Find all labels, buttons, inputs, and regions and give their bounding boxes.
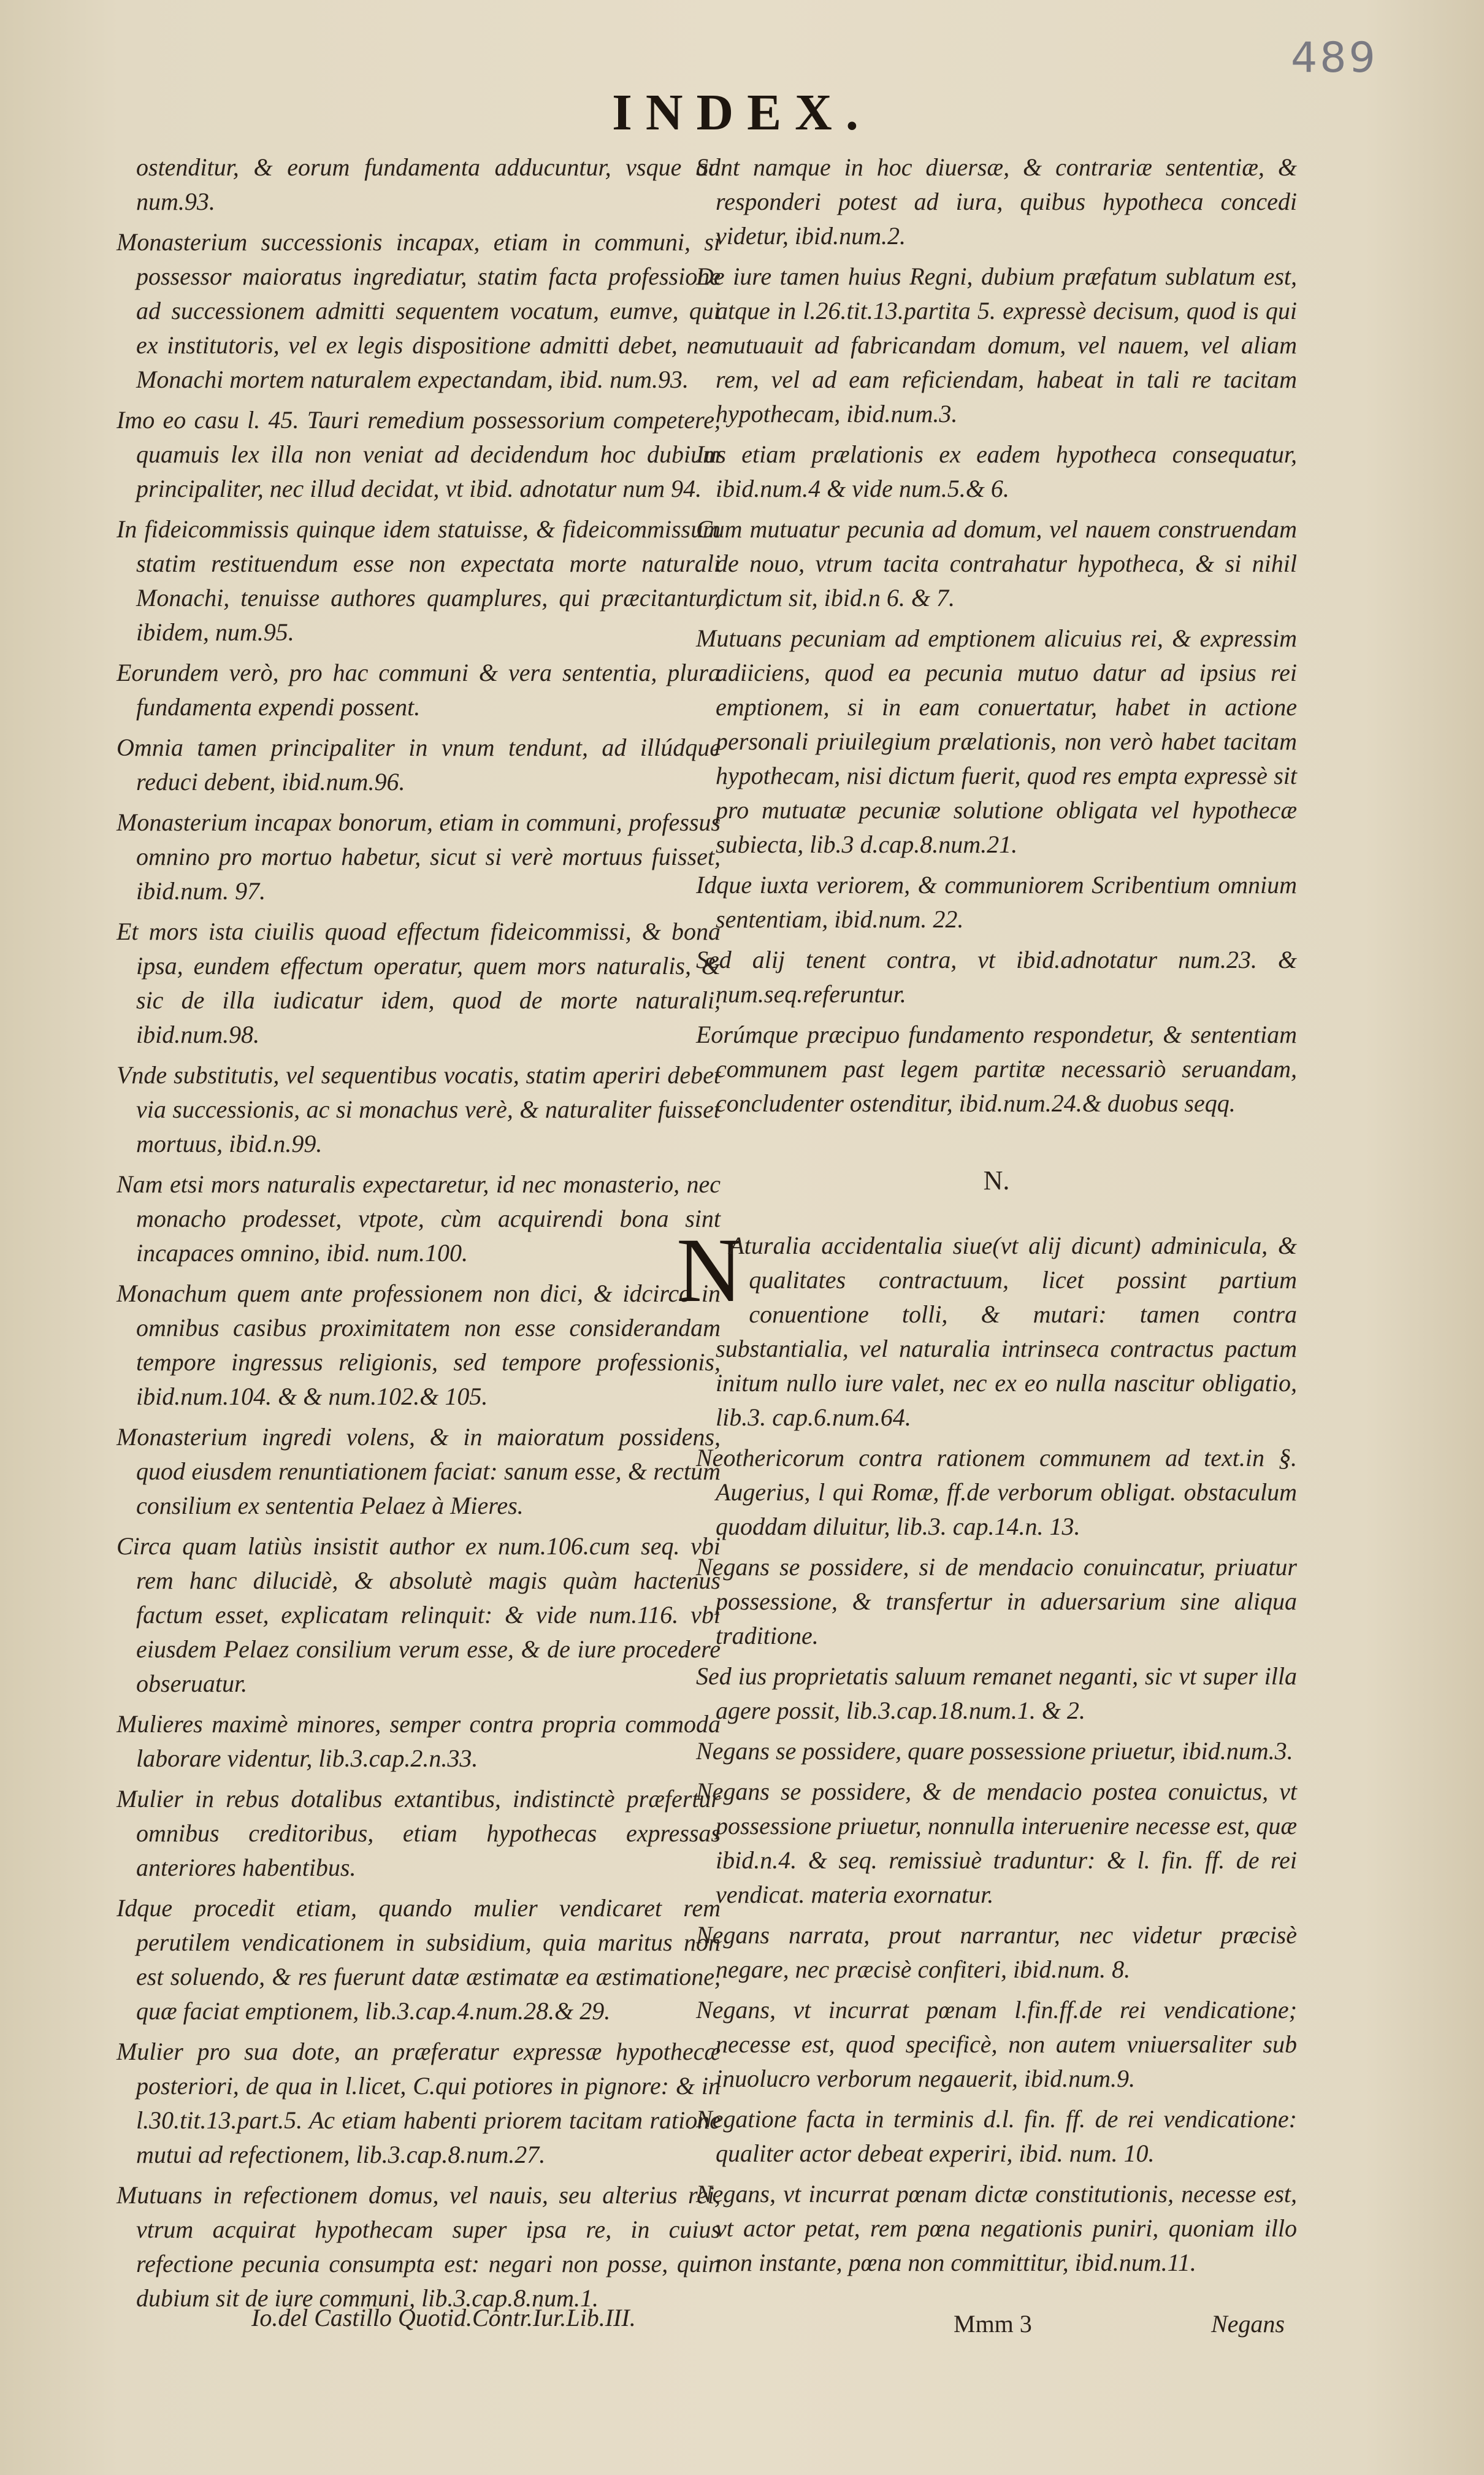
index-entry: Mulier in rebus dotalibus extantibus, indistinctè præfertur omnibus creditoribus, etiam hypothecas expressas anteriores habentibus.: [117, 1785, 721, 1881]
index-entry: Neothericorum contra rationem communem ad text.in §. Augerius, l qui Romæ, ff.de verborum obligat. obstaculum quoddam diluitur, lib.3. cap.14.n. 13.: [696, 1444, 1297, 1540]
index-entry: Sunt namque in hoc diuersæ, & contrariæ sententiæ, & responderi potest ad iura, quibus hypotheca concedi videtur, ibid.num.2.: [696, 153, 1297, 250]
index-entry: Mulieres maximè minores, semper contra propria commoda laborare videntur, lib.3.cap.2.n.33.: [117, 1710, 721, 1772]
index-entry: Omnia tamen principaliter in vnum tendunt, ad illúdque reduci debent, ibid.num.96.: [117, 734, 721, 796]
index-entry: Vnde substitutis, vel sequentibus vocatis, statim aperiri debet via successionis, ac si monachus verè, & naturaliter fuisset mortuus, ibid.n.99.: [117, 1061, 721, 1157]
index-entry: Negans, vt incurrat pœnam l.fin.ff.de rei vendicatione; necesse est, quod specificè, non autem vniuersaliter sub inuolucro verborum negauerit, ibid.num.9.: [696, 1996, 1297, 2092]
drop-capital: N: [676, 1219, 743, 1321]
catchword: Negans: [1211, 2310, 1285, 2338]
index-entry: Mulier pro sua dote, an præferatur expressæ hypothecæ posteriori, de qua in l.licet, C.qui potiores in pignore: & in l.30.tit.13.part.5. Ac etiam habenti priorem tacitam ratione mutui ad refectionem, lib.3.cap.8.num.27.: [117, 2038, 721, 2168]
index-entry: Negans se possidere, & de mendacio postea conuictus, vt possessione priuetur, nonnulla interuenire necesse est, quæ ibid.n.4. & seq. remissiuè traduntur: & l. fin. ff. de rei vendicat. materia exornatur.: [696, 1778, 1297, 1908]
signature-mark: Mmm 3: [954, 2310, 1032, 2338]
index-entry: Monasterium ingredi volens, & in maioratum possidens, quod eiusdem renuntiationem faciat: sanum esse, & rectum consilium ex sententia Pelaez à Mieres.: [117, 1423, 721, 1519]
section-letter: N.: [983, 1165, 1010, 1195]
right-column: [676, 150, 1297, 2286]
index-entry: Monasterium incapax bonorum, etiam in communi, professus omnino pro mortuo habetur, sicut si verè mortuus fuisset, ibid.num. 97.: [117, 808, 721, 905]
index-entry: Negans narrata, prout narrantur, nec videtur præcisè negare, nec præcisè confiteri, ibid.num. 8.: [696, 1921, 1297, 1983]
index-entry: Mutuans in refectionem domus, vel nauis, seu alterius rei, vtrum acquirat hypothecam super ipsa re, in cuius refectione pecunia consumpta est: negari non posse, quin dubium sit de iure communi, lib.3.cap.8.num.1.: [117, 2181, 721, 2312]
index-entry: De iure tamen huius Regni, dubium præfatum sublatum est, atque in l.26.tit.13.partita 5. expressè decisum, quod is qui mutuauit ad fabricandam domum, vel nauem, vel aliam rem, vel ad eam reficiendam, habeat in tali re tacitam hypothecam, ibid.num.3.: [696, 263, 1297, 428]
left-column: [117, 150, 721, 2322]
index-entry: Monachum quem ante professionem non dici, & idcirco in omnibus casibus proximitatem non esse considerandam tempore ingressus religionis, sed tempore professionis, ibid.num.104. & & num.102.& 105.: [117, 1280, 721, 1410]
index-entry: In fideicommissis quinque idem statuisse, & fideicommissum statim restituendum esse non expectata morte naturali Monachi, tenuisse authores quamplures, qui præcitantur, ibidem, num.95.: [117, 515, 721, 646]
index-entry: Mutuans pecuniam ad emptionem alicuius rei, & expressim adiiciens, quod ea pecunia mutuo datur ad ipsius rei emptionem, si in eam conuertatur, habet in actione personali priuilegium prælationis, non verò habet tacitam hypothecam, nisi dictum fuerit, quod res empta expressè sit pro mutuatæ pecuniæ solutione obligata vel hypothecæ subiecta, lib.3 d.cap.8.num.21.: [696, 624, 1297, 858]
running-title: Io.del Castillo Quotid.Contr.Iur.Lib.III.: [251, 2304, 636, 2331]
index-entry: Eorúmque præcipuo fundamento respondetur, & sententiam communem past legem partitæ necessariò seruandam, concludenter ostenditur, ibid.num.24.& duobus seqq.: [696, 1021, 1297, 1117]
index-entry: Imo eo casu l. 45. Tauri remedium possessorium competere, quamuis lex illa non veniat ad decidendum hoc dubium principaliter, nec illud decidat, vt ibid. adnotatur num 94.: [117, 406, 721, 502]
folio-mark: 489: [1291, 34, 1378, 82]
index-entry: Negans, vt incurrat pœnam dictæ constitutionis, necesse est, vt actor petat, rem pœna negationis puniri, quoniam illo non instante, pœna non committitur, ibid.num.11.: [696, 2180, 1297, 2276]
index-entry: Ius etiam prælationis ex eadem hypotheca consequatur, ibid.num.4 & vide num.5.& 6.: [696, 440, 1297, 502]
index-entry: Sed alij tenent contra, vt ibid.adnotatur num.23. & num.seq.referuntur.: [696, 946, 1297, 1008]
index-entry: Negans se possidere, si de mendacio conuincatur, priuatur possessione, & transfertur in aduersarium sine aliqua traditione.: [696, 1553, 1297, 1649]
index-entry: Cum mutuatur pecunia ad domum, vel nauem construendam de nouo, vtrum tacita contrahatur hypotheca, & si nihil dictum sit, ibid.n 6. & 7.: [696, 515, 1297, 612]
index-entry: Monasterium successionis incapax, etiam in communi, si possessor maioratus ingrediatur, statim facta professione ad successionem admitti sequentem vocatum, eumve, qui ex institutoris, vel ex legis dispositione admitti debet, nec Monachi mortem naturalem expectandam, ibid. num.93.: [117, 228, 721, 393]
index-entry: ostenditur, & eorum fundamenta adducuntur, vsque ad num.93.: [136, 153, 721, 215]
index-entry-text: Aturalia accidentalia siue(vt alij dicunt) adminicula, & qualitates contractuum, licet possint partium conuentione tolli, & mutari: tamen contra substantialia, vel naturalia intrinseca contractus pactum initum nullo iure valet, nec ex eo nulla nascitur obligatio, lib.3. cap.6.num.64.: [716, 1232, 1297, 1431]
index-entry-first: [676, 1219, 1297, 1435]
page-title: INDEX.: [612, 84, 872, 141]
index-entry: Idque iuxta veriorem, & communiorem Scribentium omnium sententiam, ibid.num. 22.: [696, 871, 1297, 933]
index-entry: Idque procedit etiam, quando mulier vendicaret rem perutilem vendicationem in subsidium, quia maritus non est soluendo, & res fuerunt datæ æstimatæ ea æstimatione, quæ faciat emptionem, lib.3.cap.4.num.28.& 29.: [117, 1894, 721, 2025]
index-entry: Sed ius proprietatis saluum remanet neganti, sic vt super illa agere possit, lib.3.cap.18.num.1. & 2.: [696, 1662, 1297, 1724]
index-entry: Nam etsi mors naturalis expectaretur, id nec monasterio, nec monacho prodesset, vtpote, cùm acquirendi bona sint incapaces omnino, ibid. num.100.: [117, 1170, 721, 1267]
index-entry: Negans se possidere, quare possessione priuetur, ibid.num.3.: [696, 1737, 1293, 1765]
index-entry: Eorundem verò, pro hac communi & vera sententia, plura fundamenta expendi possent.: [117, 659, 721, 721]
index-entry: Et mors ista ciuilis quoad effectum fideicommissi, & bona ipsa, eundem effectum operatur, quem mors naturalis, & sic de illa iudicatur idem, quod de morte naturali, ibid.num.98.: [117, 918, 721, 1048]
index-entry: Circa quam latiùs insistit author ex num.106.cum seq. vbi rem hanc dilucidè, & absolutè magis quàm hactenus factum esset, explicatam relinquit: & vide num.116. vbi eiusdem Pelaez consilium verum esse, & de iure procedere obseruatur.: [117, 1532, 721, 1697]
index-entry: Negatione facta in terminis d.l. fin. ff. de rei vendicatione: qualiter actor debeat experiri, ibid. num. 10.: [696, 2105, 1297, 2167]
